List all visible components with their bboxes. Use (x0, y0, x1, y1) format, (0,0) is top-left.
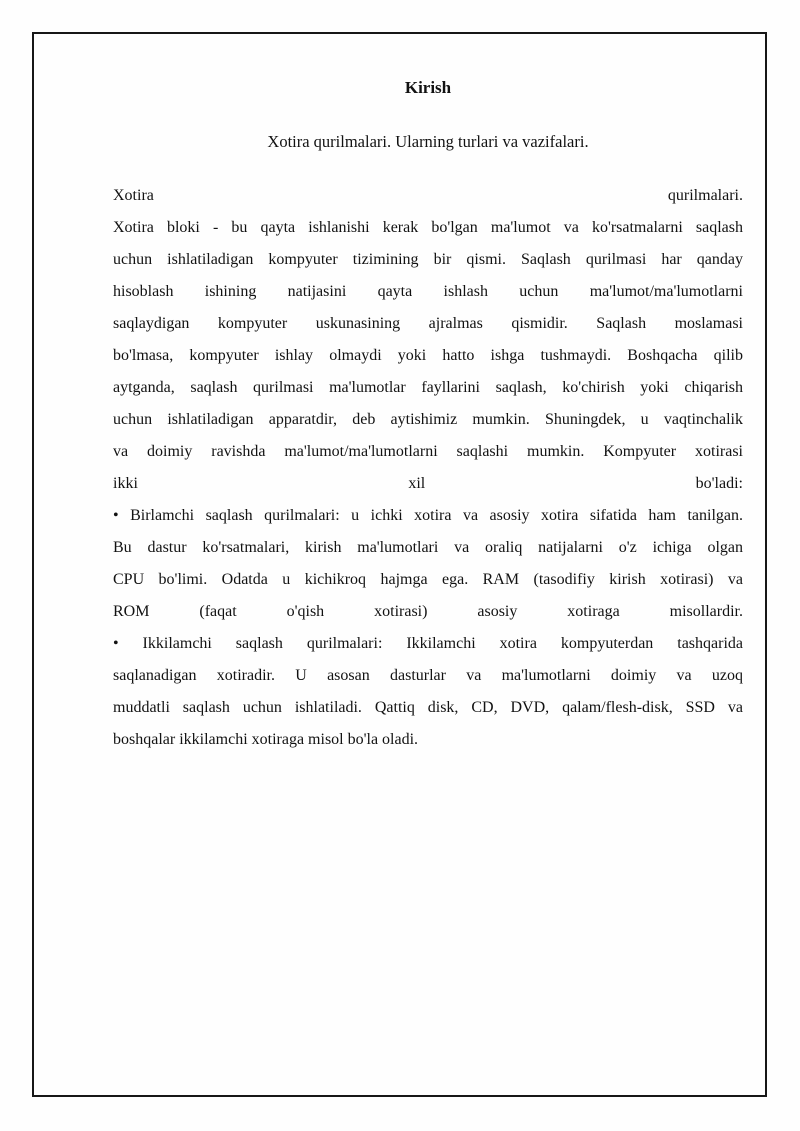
text-line: bo'lmasa, kompyuter ishlay olmaydi yoki hatto ishga tushmaydi. Boshqacha qilib (113, 347, 743, 364)
text-line: Xotira bloki - bu qayta ishlanishi kerak bo'lgan ma'lumot va ko'rsatmalarni saqlash (113, 219, 743, 236)
text-line: aytganda, saqlash qurilmasi ma'lumotlar fayllarini saqlash, ko'chirish yoki chiqarish (113, 379, 743, 396)
document-title: Kirish (404, 78, 452, 97)
text-line: Xotira qurilmalari. (113, 187, 743, 204)
text-line: uchun ishlatiladigan apparatdir, deb aytishimiz mumkin. Shuningdek, u vaqtinchalik (113, 411, 743, 428)
text-line: saqlaydigan kompyuter uskunasining ajralmas qismidir. Saqlash moslamasi (113, 315, 743, 332)
text-line: Bu dastur ko'rsatmalari, kirish ma'lumotlari va oraliq natijalarni o'z ichiga olgan (113, 539, 743, 556)
text-line: va doimiy ravishda ma'lumot/ma'lumotlarni saqlashi mumkin. Kompyuter xotirasi (113, 443, 743, 460)
text-line: muddatli saqlash uchun ishlatiladi. Qattiq disk, CD, DVD, qalam/flesh-disk, SSD va (113, 699, 743, 716)
text-line: ROM (faqat o'qish xotirasi) asosiy xotiraga misollardir. (113, 603, 743, 620)
text-line: boshqalar ikkilamchi xotiraga misol bo'la oladi. (113, 731, 419, 748)
body-paragraph (113, 180, 743, 756)
document-subtitle: Xotira qurilmalari. Ularning turlari va vazifalari. (267, 132, 589, 151)
text-line: hisoblash ishining natijasini qayta ishlash uchun ma'lumot/ma'lumotlarni (113, 283, 743, 300)
text-line: CPU bo'limi. Odatda u kichikroq hajmga ega. RAM (tasodifiy kirish xotirasi) va (113, 571, 743, 588)
text-line: • Birlamchi saqlash qurilmalari: u ichki xotira va asosiy xotira sifatida ham tanilgan. (113, 507, 743, 524)
text-line: ikki xil bo'ladi: (113, 475, 743, 492)
text-line: saqlanadigan xotiradir. U asosan dasturlar va ma'lumotlarni doimiy va uzoq (113, 667, 743, 684)
page-content (113, 72, 743, 756)
text-line: uchun ishlatiladigan kompyuter tizimining bir qismi. Saqlash qurilmasi har qanday (113, 251, 743, 268)
text-line: • Ikkilamchi saqlash qurilmalari: Ikkilamchi xotira kompyuterdan tashqarida (113, 635, 743, 652)
